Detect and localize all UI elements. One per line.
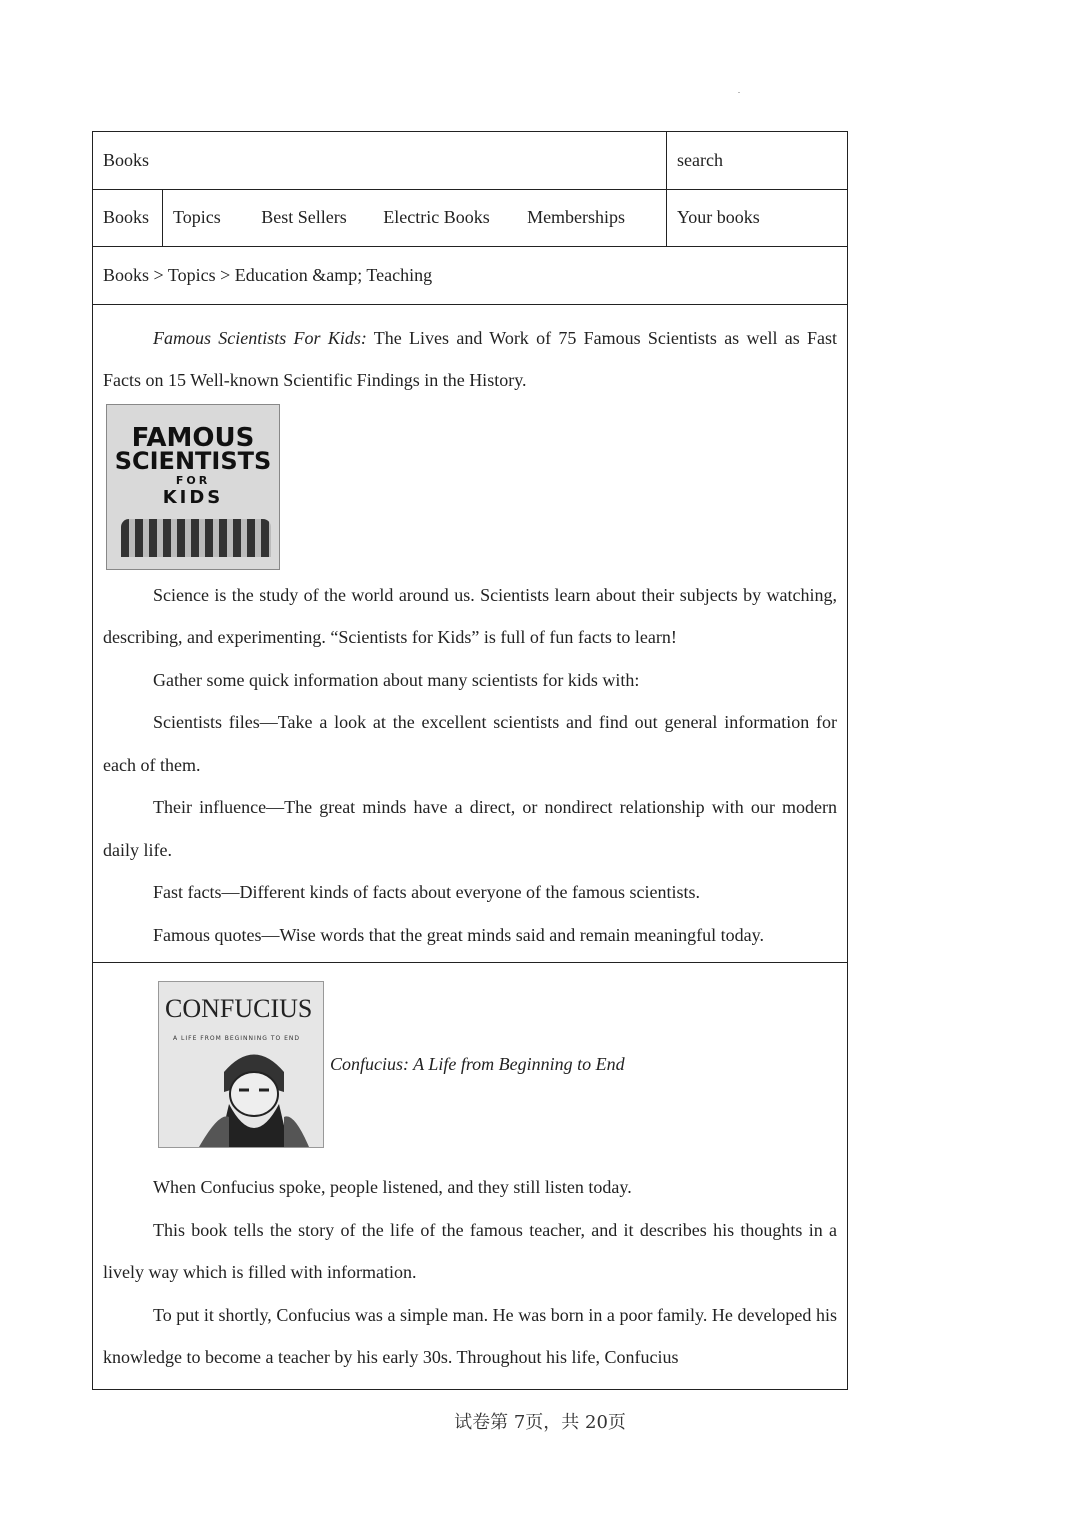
bookstore-page-frame: [92, 131, 848, 1390]
book-confucius-title[interactable]: Confucius: A Life from Beginning to End: [330, 1054, 625, 1075]
book-scientists-title-italic[interactable]: Famous Scientists For Kids:: [153, 327, 367, 348]
nav-best-sellers[interactable]: Best Sellers: [261, 207, 347, 228]
book-scientists-title-rest: The Lives and Work of 75 Famous Scientists as well as Fast Facts on 15 Well-known Scientific Findings in the History.: [103, 327, 838, 390]
book-confucius-header: [158, 981, 837, 1148]
nav-your-books[interactable]: Your books: [677, 207, 760, 228]
paragraph: This book tells the story of the life of the famous teacher, and it describes his thoughts in a lively way which is filled with information.: [103, 1219, 837, 1282]
paragraph: To put it shortly, Confucius was a simple man. He was born in a poor family. He developed his knowledge to become a teacher by his early 30s. Throughout his life, Confucius: [103, 1304, 837, 1367]
cover-word-for: FOR: [175, 473, 211, 487]
cover-word-kids: KIDS: [162, 486, 224, 508]
cover-word-scientists: SCIENTISTS: [114, 446, 272, 475]
nav-topics[interactable]: Topics: [173, 207, 221, 228]
cover-title: CONFUCIUS: [165, 994, 313, 1023]
paragraph: Gather some quick information about many scientists for kids with:: [153, 669, 640, 690]
nav-memberships[interactable]: Memberships: [527, 207, 626, 228]
paragraph: Their influence—The great minds have a direct, or nondirect relationship with our modern daily life.: [103, 797, 837, 860]
confucius-portrait-icon: [199, 1032, 309, 1147]
book-scientists-section: [93, 305, 847, 964]
header-row: [93, 132, 847, 190]
book-confucius-section: [93, 963, 847, 1389]
paragraph: When Confucius spoke, people listened, and they still listen today.: [153, 1177, 632, 1197]
cover-illustration: [121, 519, 271, 557]
paragraph: Scientists files—Take a look at the excellent scientists and find out general information for each of them.: [103, 712, 837, 775]
book-scientists-title: [103, 317, 837, 402]
cover-subtitle: A LIFE FROM BEGINNING TO END: [173, 1035, 301, 1042]
paragraph: Fast facts—Different kinds of facts about everyone of the famous scientists.: [153, 882, 701, 902]
nav-electric-books[interactable]: Electric Books: [383, 207, 490, 228]
nav-books[interactable]: Books: [93, 190, 163, 247]
breadcrumb-row: [93, 247, 847, 305]
nav-menu: [163, 190, 667, 247]
nav-row: [93, 190, 847, 248]
book-scientists-cover-image[interactable]: [106, 404, 280, 570]
paragraph: Science is the study of the world around us. Scientists learn about their subjects by watching, describing, and experimenting. “Scientists for Kids” is full of fun facts to learn!: [103, 584, 837, 647]
breadcrumb[interactable]: Books > Topics > Education &amp; Teaching: [103, 264, 433, 285]
site-title: Books: [93, 132, 667, 189]
paragraph: Famous quotes—Wise words that the great minds said and remain meaningful today.: [153, 924, 764, 945]
page-footer: 试卷第 7页，共 20页: [454, 1412, 626, 1433]
search-link[interactable]: search: [677, 149, 723, 170]
cover-word-famous: FAMOUS: [131, 422, 255, 453]
scan-speck: [738, 92, 740, 93]
book-confucius-cover-image[interactable]: [158, 981, 324, 1148]
